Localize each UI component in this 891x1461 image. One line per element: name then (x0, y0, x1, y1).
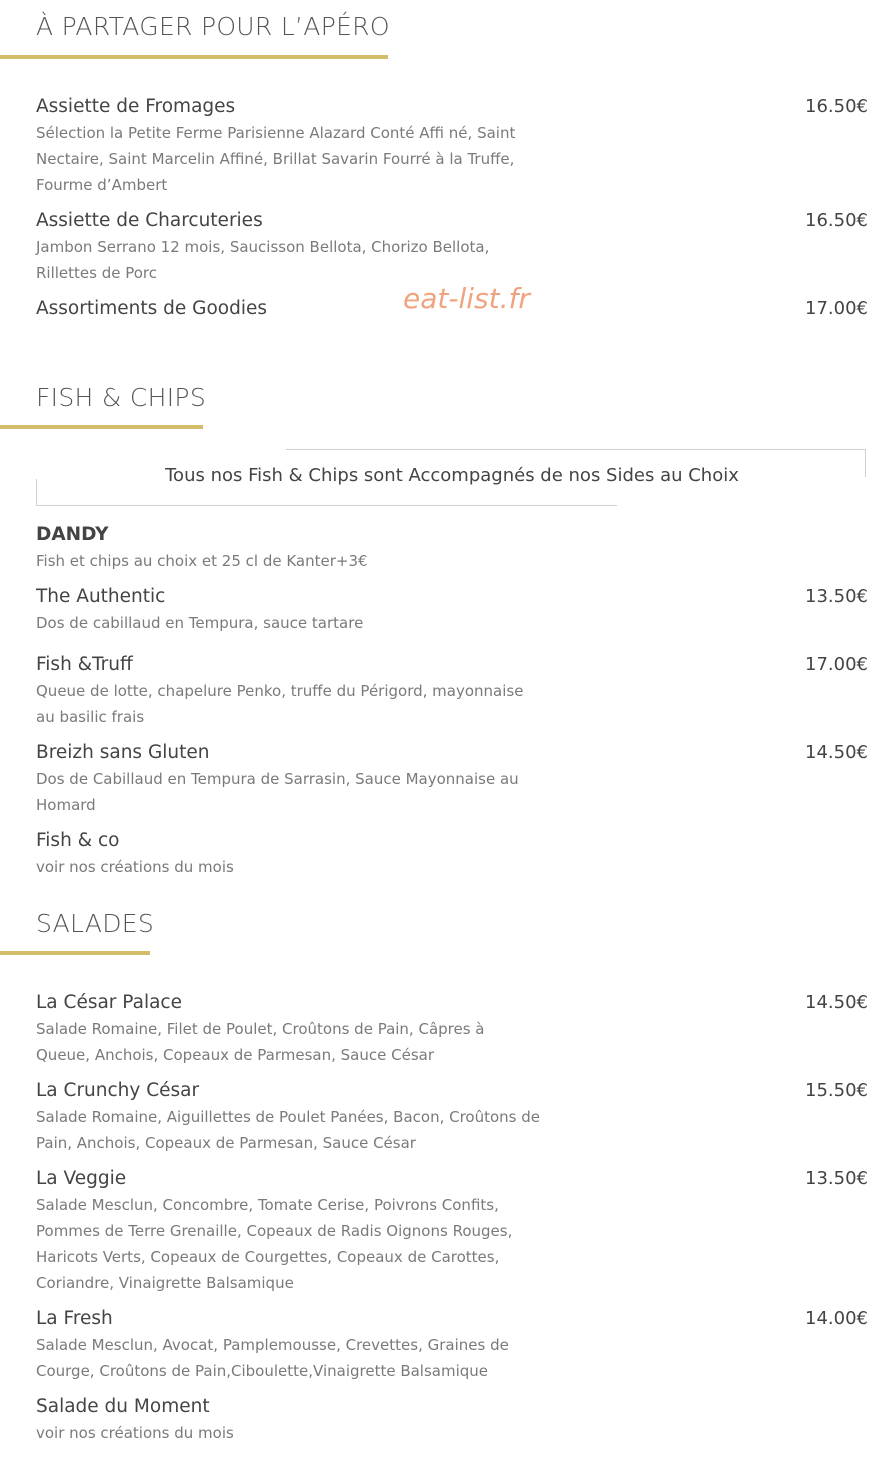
item-description: Dos de Cabillaud en Tempura de Sarrasin, Sauce Mayonnaise au Homard (36, 770, 519, 814)
item-name: Assiette de Fromages (36, 96, 236, 117)
section-title-apero: À PARTAGER POUR L’APÉRO (36, 12, 390, 41)
menu-item (36, 1394, 868, 1446)
menu-item (36, 94, 868, 198)
item-name: La César Palace (36, 992, 182, 1013)
section-divider (0, 951, 150, 955)
menu-item (36, 1306, 868, 1384)
menu-item (36, 1166, 868, 1296)
watermark-text: eat-list.fr (403, 282, 530, 315)
section-title-salades: SALADES (36, 909, 155, 938)
item-description: Fish et chips au choix et 25 cl de Kanter+3€ (36, 552, 368, 570)
item-price: 14.00€ (805, 1308, 868, 1329)
note-border-top (286, 449, 866, 450)
sides-note-box (36, 449, 868, 507)
item-description: voir nos créations du mois (36, 1424, 234, 1442)
item-price: 16.50€ (805, 210, 868, 231)
item-name: La Crunchy César (36, 1080, 200, 1101)
item-description: Dos de cabillaud en Tempura, sauce tartare (36, 614, 364, 632)
item-price: 17.00€ (805, 298, 868, 319)
menu-item (36, 990, 868, 1068)
menu-item (36, 208, 868, 286)
menu-item (36, 652, 868, 730)
item-description: Sélection la Petite Ferme Parisienne Alazard Conté Affi né, Saint Nectaire, Saint Marcelin Affiné, Brillat Savarin Fourré à la Truffe, Fourme d’Ambert (36, 124, 516, 194)
section-divider (0, 425, 203, 429)
item-price: 16.50€ (805, 96, 868, 117)
item-price: 13.50€ (805, 1168, 868, 1189)
menu-item (36, 1078, 868, 1156)
item-name: Salade du Moment (36, 1396, 210, 1417)
item-description: voir nos créations du mois (36, 858, 234, 876)
item-name: Fish & co (36, 830, 120, 851)
item-name: La Fresh (36, 1308, 113, 1329)
menu-item (36, 584, 868, 636)
item-description: Jambon Serrano 12 mois, Saucisson Bellota, Chorizo Bellota, Rillettes de Porc (36, 238, 490, 282)
sides-note-text: Tous nos Fish & Chips sont Accompagnés de nos Sides au Choix (165, 465, 739, 486)
menu-item (36, 522, 868, 574)
menu-item (36, 740, 868, 818)
item-name: Fish &Truff (36, 654, 133, 675)
item-name: Assortiments de Goodies (36, 298, 268, 319)
item-name: Breizh sans Gluten (36, 742, 210, 763)
item-description: Salade Mesclun, Avocat, Pamplemousse, Crevettes, Graines de Courge, Croûtons de Pain,Ciboulette,Vinaigrette Balsamique (36, 1336, 509, 1380)
section-title-fish-chips: FISH & CHIPS (36, 383, 206, 412)
note-border-bottom (36, 505, 617, 506)
item-name: The Authentic (36, 586, 166, 607)
item-price: 14.50€ (805, 742, 868, 763)
item-price: 15.50€ (805, 1080, 868, 1101)
item-description: Salade Romaine, Filet de Poulet, Croûtons de Pain, Câpres à Queue, Anchois, Copeaux de Parmesan, Sauce César (36, 1020, 485, 1064)
item-description: Queue de lotte, chapelure Penko, truffe du Périgord, mayonnaise au basilic frais (36, 682, 524, 726)
item-description: Salade Mesclun, Concombre, Tomate Cerise, Poivrons Confits, Pommes de Terre Grenaille, Copeaux de Radis Oignons Rouges, Haricots Verts, Copeaux de Courgettes, Copeaux de Carottes, Coriandre, Vinaigrette Balsamique (36, 1196, 513, 1292)
item-name: La Veggie (36, 1168, 127, 1189)
item-price: 17.00€ (805, 654, 868, 675)
menu-item (36, 828, 868, 880)
item-description: Salade Romaine, Aiguillettes de Poulet Panées, Bacon, Croûtons de Pain, Anchois, Copeaux de Parmesan, Sauce César (36, 1108, 541, 1152)
item-name: DANDY (36, 524, 109, 545)
section-divider (0, 55, 388, 59)
item-name: Assiette de Charcuteries (36, 210, 263, 231)
item-price: 14.50€ (805, 992, 868, 1013)
item-price: 13.50€ (805, 586, 868, 607)
